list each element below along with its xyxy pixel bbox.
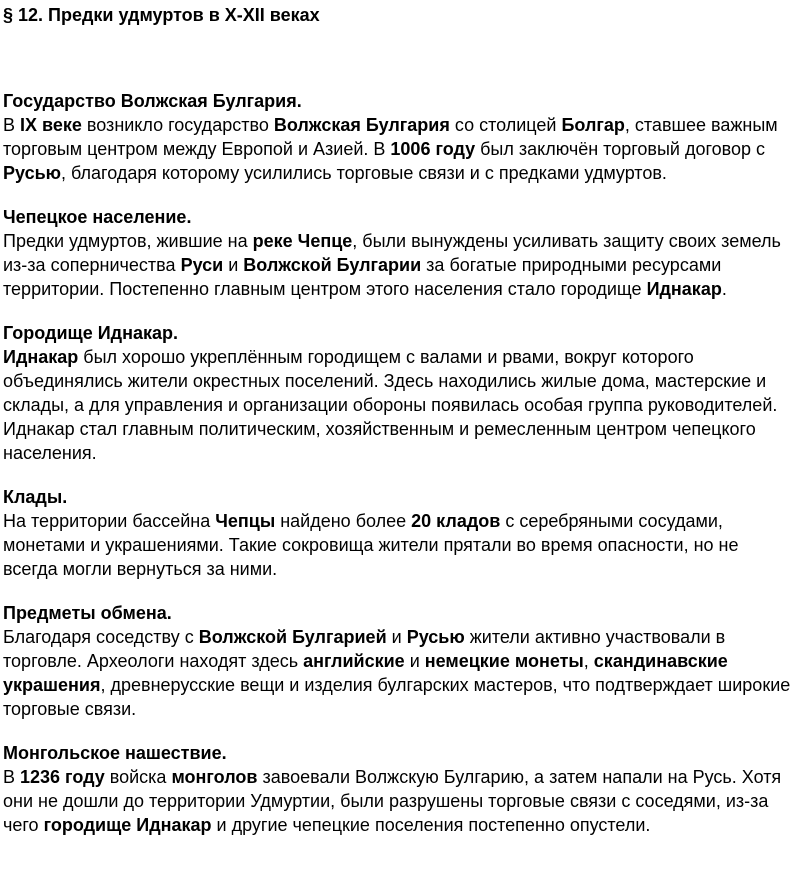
bold-term: реке Чепце [252, 231, 353, 251]
bold-term: IX веке [20, 115, 82, 135]
section-body [3, 509, 798, 581]
bold-term: городище Иднакар [43, 815, 212, 835]
text-run: найдено более [275, 511, 412, 531]
bold-term: Волжской Булгарии [243, 255, 422, 275]
text-run: и [223, 255, 244, 275]
section [3, 321, 800, 465]
text-run: . [721, 279, 727, 299]
text-run: Благодаря соседству с [3, 627, 199, 647]
bold-term: 1006 году [390, 139, 476, 159]
bold-term: 1236 году [20, 767, 105, 787]
bold-term: Русью [3, 163, 62, 183]
bold-term: английские [303, 651, 405, 671]
bold-term: Болгар [561, 115, 625, 135]
bold-term: Иднакар [3, 347, 79, 367]
text-run: за богатые природными ресурсами территории. Постепенно главным центром этого населения стало городище [3, 255, 722, 299]
text-run: , [583, 651, 594, 671]
section-body [3, 345, 798, 465]
bold-term: Русью [406, 627, 465, 647]
text-run: со столицей [449, 115, 562, 135]
text-run: с серебряными сосудами, монетами и украшениями. Такие сокровища жители прятали во время опасности, но не всегда могли вернуться за ними. [3, 511, 739, 579]
text-run: войска [104, 767, 172, 787]
text-run: В [3, 767, 21, 787]
text-run: , древнерусские вещи и изделия булгарских мастеров, что подтверждает широкие торговые связи. [3, 675, 791, 719]
section-body [3, 229, 798, 301]
section-heading: Государство Волжская Булгария. [3, 91, 302, 111]
section-heading: Монгольское нашествие. [3, 743, 227, 763]
sections-container [3, 89, 800, 837]
section [3, 89, 800, 185]
page-title: § 12. Предки удмуртов в X-XII веках [3, 5, 320, 25]
bold-term: немецкие монеты [424, 651, 584, 671]
text-run: В [3, 115, 21, 135]
text-run: был заключён торговый договор с [475, 139, 766, 159]
section-body [3, 113, 798, 185]
text-run: , были вынуждены усиливать защиту своих земель из-за соперничества [3, 231, 781, 275]
section [3, 601, 800, 721]
section [3, 485, 800, 581]
bold-term: Волжской Булгарией [198, 627, 387, 647]
text-run: и [386, 627, 407, 647]
text-run: , ставшее важным торговым центром между Европой и Азией. В [3, 115, 778, 159]
bold-term: Чепцы [215, 511, 276, 531]
text-run: возникло государство [81, 115, 274, 135]
text-run: и [404, 651, 425, 671]
section-body [3, 625, 798, 721]
bold-term: скандинавские украшения [3, 651, 728, 695]
section-heading: Клады. [3, 487, 68, 507]
text-run: На территории бассейна [3, 511, 216, 531]
bold-term: Волжская Булгария [273, 115, 450, 135]
section [3, 205, 800, 301]
bold-term: монголов [171, 767, 258, 787]
text-run: был хорошо укреплённым городищем с валами и рвами, вокруг которого объединялись жители окрестных поселений. Здесь находились жилые дома, мастерские и склады, а для управления и организации обороны появилась особая группа руководителей. Иднакар стал главным политическим, хозяйственным и ремесленным центром чепецкого населения. [3, 347, 778, 463]
section-heading: Чепецкое население. [3, 207, 192, 227]
text-run: завоевали Волжскую Булгарию, а затем напали на Русь. Хотя они не дошли до территории Удмуртии, были разрушены торговые связи с соседями, из-за чего [3, 767, 782, 835]
section [3, 741, 800, 837]
bold-term: 20 кладов [411, 511, 501, 531]
text-run: Предки удмуртов, жившие на [3, 231, 253, 251]
text-run: и другие чепецкие поселения постепенно опустели. [211, 815, 651, 835]
bold-term: Иднакар [646, 279, 722, 299]
section-body [3, 765, 798, 837]
section-heading: Предметы обмена. [3, 603, 172, 623]
section-heading: Городище Иднакар. [3, 323, 179, 343]
bold-term: Руси [180, 255, 224, 275]
text-run: жители активно участвовали в торговле. Археологи находят здесь [3, 627, 726, 671]
text-run: , благодаря которому усилились торговые связи и с предками удмуртов. [61, 163, 667, 183]
